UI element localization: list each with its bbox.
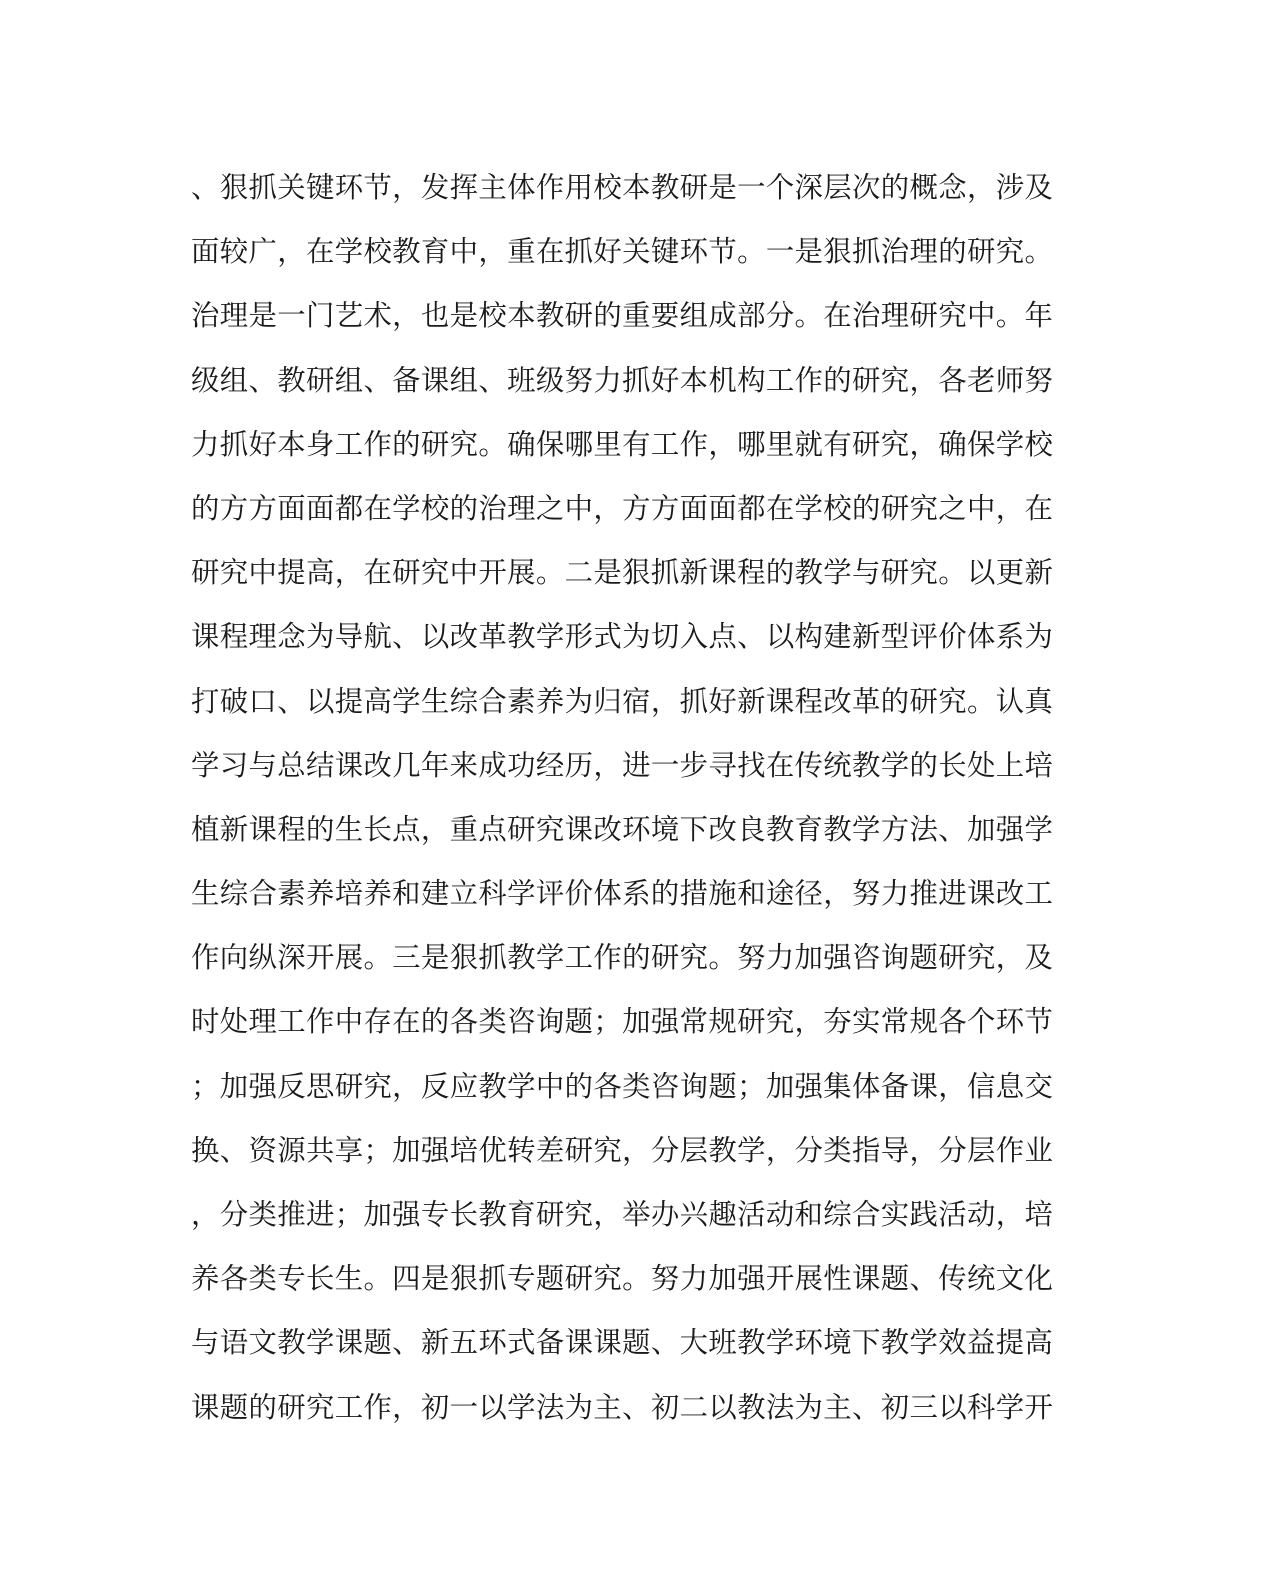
text-line: 与语文教学课题、新五环式备课课题、大班教学环境下教学效益提高 (191, 1326, 1054, 1360)
text-line: 植新课程的生长点，重点研究课改环境下改良教育教学方法、加强学 (191, 812, 1054, 846)
text-line: 课题的研究工作，初一以学法为主、初二以教法为主、初三以科学开 (191, 1390, 1054, 1424)
text-line: 学习与总结课改几年来成功经历，进一步寻找在传统教学的长处上培 (191, 748, 1054, 782)
text-line: 力抓好本身工作的研究。确保哪里有工作，哪里就有研究，确保学校 (191, 427, 1054, 461)
text-line: 级组、教研组、备课组、班级努力抓好本机构工作的研究，各老师努 (191, 363, 1054, 397)
text-line: 生综合素养培养和建立科学评价体系的措施和途径，努力推进课改工 (191, 877, 1054, 911)
text-line: 面较广，在学校教育中，重在抓好关键环节。一是狠抓治理的研究。 (191, 235, 1054, 269)
text-line: 的方方面面都在学校的治理之中，方方面面都在学校的研究之中，在 (191, 491, 1054, 525)
text-line: 换、资源共享；加强培优转差研究，分层教学，分类指导，分层作业 (191, 1133, 1054, 1167)
text-line: 研究中提高，在研究中开展。二是狠抓新课程的教学与研究。以更新 (191, 556, 1054, 590)
text-line: 时处理工作中存在的各类咨询题；加强常规研究，夯实常规各个环节 (191, 1005, 1054, 1039)
text-line: 治理是一门艺术，也是校本教研的重要组成部分。在治理研究中。年 (191, 299, 1054, 333)
text-line: ；加强反思研究，反应教学中的各类咨询题；加强集体备课，信息交 (191, 1069, 1054, 1103)
text-line: ，分类推进；加强专长教育研究，举办兴趣活动和综合实践活动，培 (191, 1198, 1054, 1231)
body-text (191, 156, 1061, 1440)
text-line: 、狠抓关键环节，发挥主体作用校本教研是一个深层次的概念，涉及 (191, 171, 1054, 204)
text-line: 课程理念为导航、以改革教学形式为切入点、以构建新型评价体系为 (191, 620, 1054, 654)
text-line: 养各类专长生。四是狠抓专题研究。努力加强开展性课题、传统文化 (191, 1262, 1054, 1296)
text-line: 作向纵深开展。三是狠抓教学工作的研究。努力加强咨询题研究，及 (191, 941, 1054, 975)
text-line: 打破口、以提高学生综合素养为归宿，抓好新课程改革的研究。认真 (191, 684, 1054, 718)
